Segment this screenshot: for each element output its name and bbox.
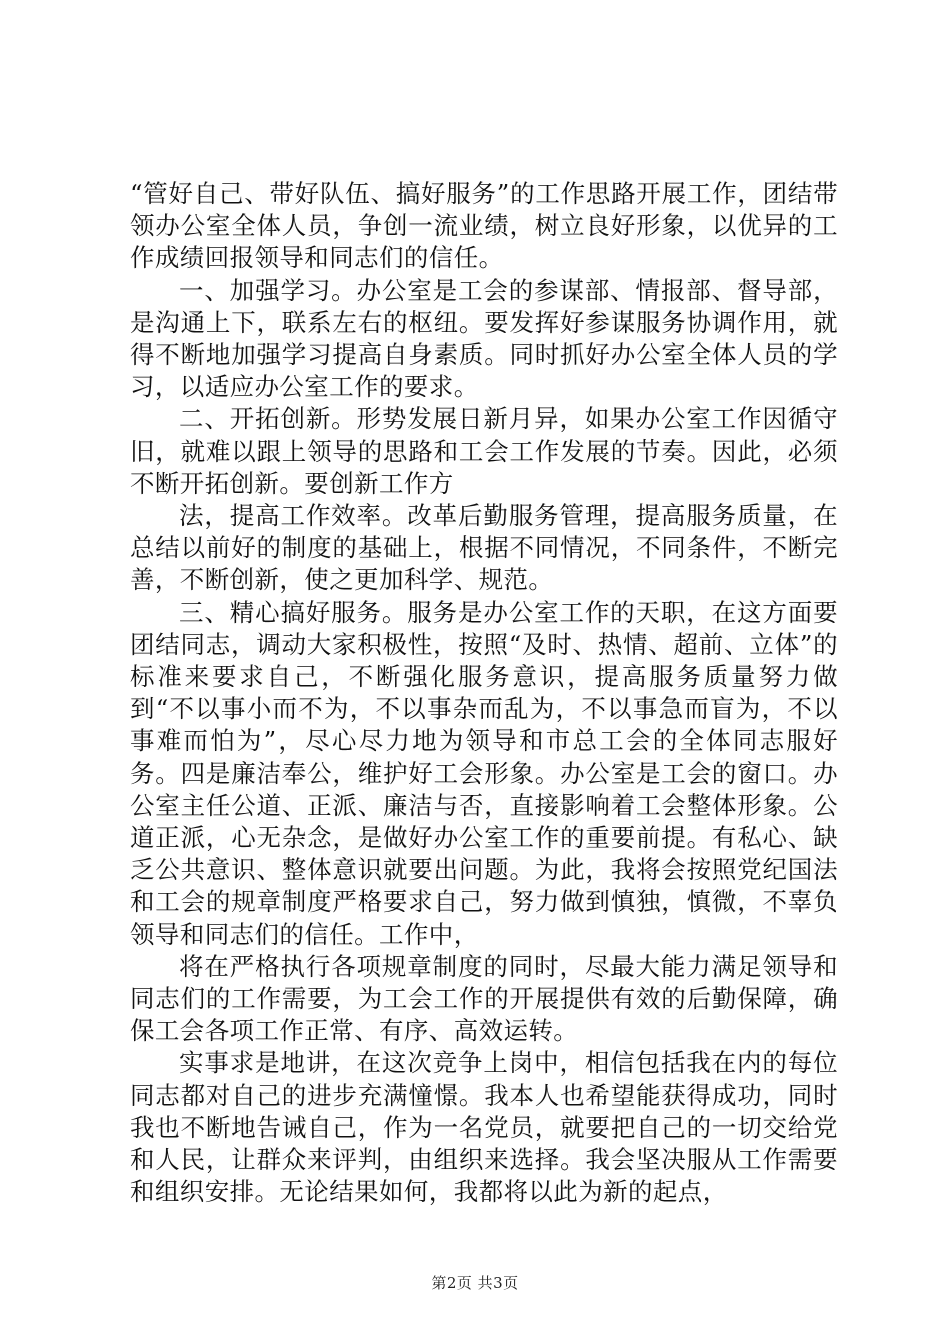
paragraph-7: 实事求是地讲，在这次竞争上岗中，相信包括我在内的每位同志都对自己的进步充满憧憬。我本人也希望能获得成功，同时我也不断地告诫自己，作为一名党员，就要把自己的一切交给党和人民，让群众来评判，由组织来选择。我会坚决服从工作需要和组织安排。无论结果如何，我都将以此为新的起点， <box>130 1048 838 1207</box>
paragraph-1: “管好自己、带好队伍、搞好服务”的工作思路开展工作，团结带领办公室全体人员，争创一流业绩，树立良好形象，以优异的工作成绩回报领导和同志们的信任。 <box>130 179 838 273</box>
paragraph-6: 将在严格执行各项规章制度的同时，尽最大能力满足领导和同志们的工作需要，为工会工作的开展提供有效的后勤保障，确保工会各项工作正常、有序、高效运转。 <box>130 951 838 1046</box>
document-body <box>130 178 838 1209</box>
paragraph-2: 一、加强学习。办公室是工会的参谋部、情报部、督导部，是沟通上下，联系左右的枢纽。要发挥好参谋服务协调作用，就得不断地加强学习提高自身素质。同时抓好办公室全体人员的学习，以适应办公室工作的要求。 <box>130 275 838 402</box>
paragraph-5: 三、精心搞好服务。服务是办公室工作的天职，在这方面要团结同志，调动大家积极性，按照“及时、热情、超前、立体”的标准来要求自己，不断强化服务意识，提高服务质量努力做到“不以事小而不为，不以事杂而乱为，不以事急而盲为，不以事难而怕为”，尽心尽力地为领导和市总工会的全体同志服好务。四是廉洁奉公，维护好工会形象。办公室是工会的窗口。办公室主任公道、正派、廉洁与否，直接影响着工会整体形象。公道正派，心无杂念，是做好办公室工作的重要前提。有私心、缺乏公共意识、整体意识就要出问题。为此，我将会按照党纪国法和工会的规章制度严格要求自己，努力做到慎独，慎微，不辜负领导和同志们的信任。工作中， <box>130 597 838 949</box>
paragraph-4: 法，提高工作效率。改革后勤服务管理，提高服务质量，在总结以前好的制度的基础上，根据不同情况，不同条件，不断完善，不断创新，使之更加科学、规范。 <box>130 501 838 595</box>
page-footer: 第2页 共3页 <box>431 1274 519 1292</box>
paragraph-3: 二、开拓创新。形势发展日新月异，如果办公室工作因循守旧，就难以跟上领导的思路和工会工作发展的节奏。因此，必须不断开拓创新。要创新工作方 <box>130 404 838 498</box>
